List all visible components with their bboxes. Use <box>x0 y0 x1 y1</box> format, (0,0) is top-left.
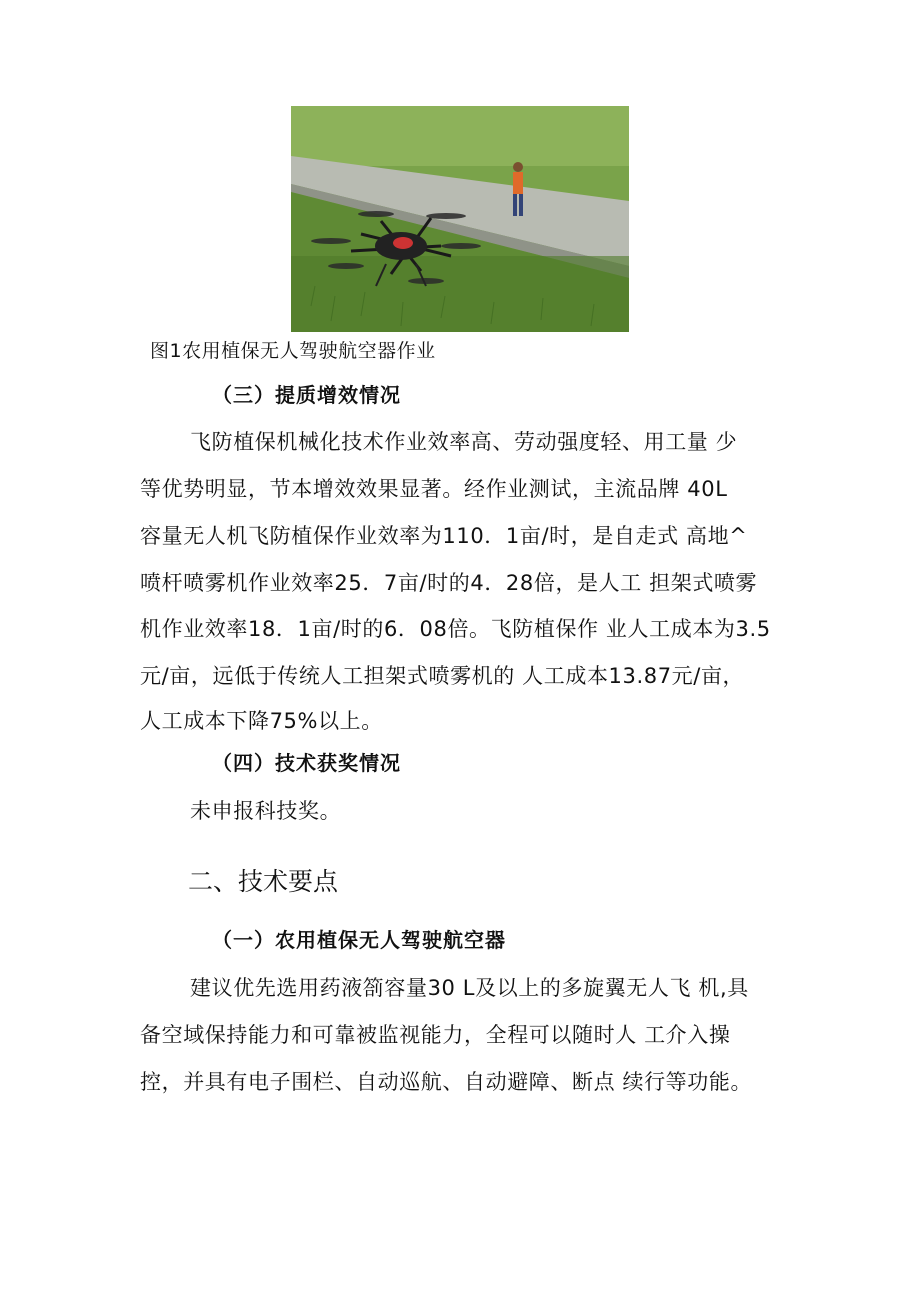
awards-text: 未申报科技奖。 <box>190 799 342 823</box>
drone-operation-photo <box>291 106 629 332</box>
paragraph-line: 备空域保持能力和可靠被监视能力，全程可以随时人 工介入操 <box>140 1023 731 1047</box>
part-heading-technical-points: 二、技术要点 <box>188 867 339 896</box>
section-heading-drone: （一）农用植保无人驾驶航空器 <box>212 928 506 952</box>
section-heading-awards: （四）技术获奖情况 <box>212 751 401 775</box>
paragraph-line: 控，并具有电子围栏、自动巡航、自动避障、断点 续行等功能。 <box>140 1070 753 1094</box>
paragraph-line: 人工成本下降75%以上。 <box>140 709 383 733</box>
section-heading-quality-efficiency: （三）提质增效情况 <box>212 383 401 407</box>
paragraph-line: 喷杆喷雾机作业效率25．7亩/时的4．28倍，是人工 担架式喷雾 <box>140 571 758 595</box>
paragraph-line: 建议优先选用药液箚容量30 L及以上的多旋翼无人飞 机,具 <box>190 976 749 1000</box>
figure-caption: 图1农用植保无人驾驶航空器作业 <box>150 340 436 362</box>
paragraph-line: 飞防植保机械化技术作业效率高、劳动强度轻、用工量 少 <box>190 430 738 454</box>
paragraph-line: 容量无人机飞防植保作业效率为110．1亩/时，是自走式 高地^ <box>140 524 748 548</box>
paragraph-line: 元/亩，远低于传统人工担架式喷雾机的 人工成本13.87元/亩， <box>140 664 745 688</box>
paragraph-line: 机作业效率18．1亩/时的6．08倍。飞防植保作 业人工成本为3.5 <box>140 617 771 641</box>
paragraph-line: 等优势明显，节本增效效果显著。经作业测试，主流品牌 40L <box>140 477 728 501</box>
